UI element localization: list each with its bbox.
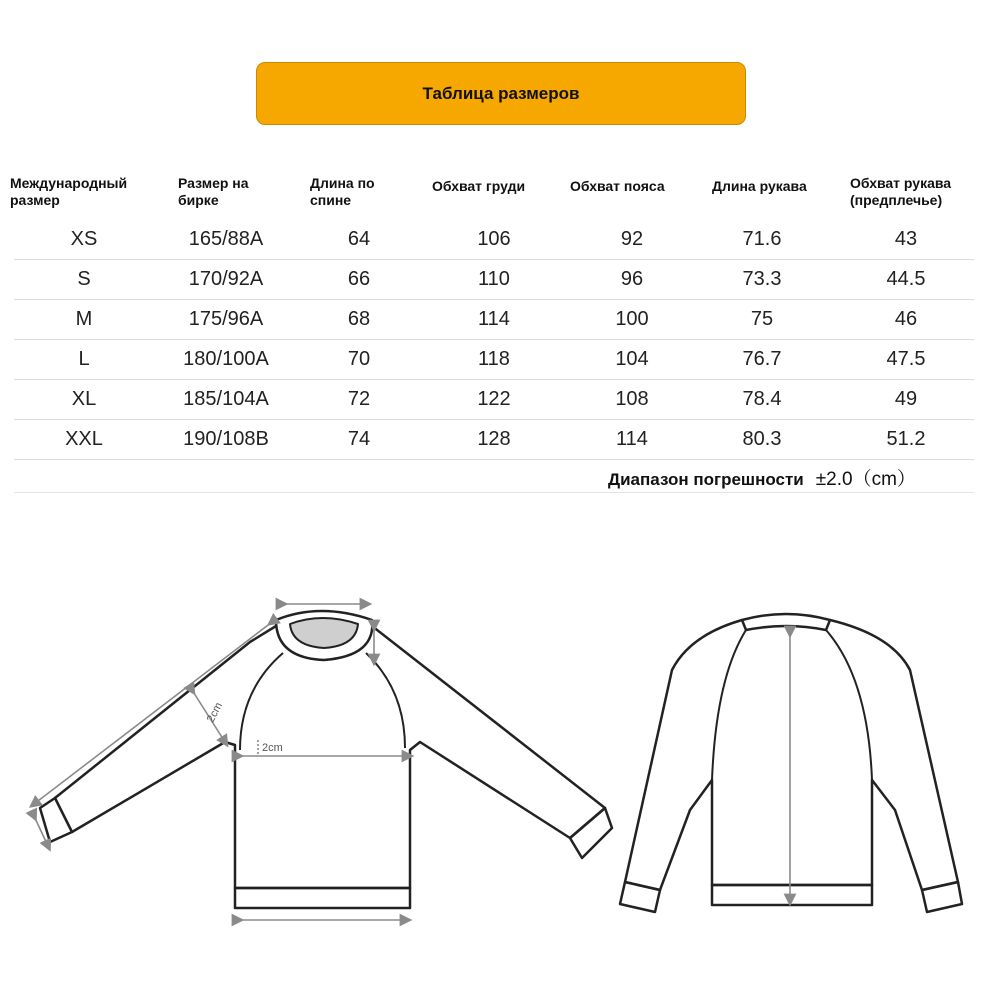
cell-back-length: 72	[347, 388, 371, 410]
cell-back-length: 64	[347, 228, 371, 250]
back-body-outline	[625, 620, 958, 890]
front-raglan-seam-right	[366, 653, 405, 748]
cell-chest: 128	[477, 428, 511, 450]
tolerance-note	[608, 464, 916, 491]
col-header-tag-size: Размер на бирке	[178, 175, 249, 208]
label-2cm-sleeve: 2cm	[204, 700, 226, 725]
table-bottom-divider	[14, 492, 974, 493]
cell-sleeve: 76.7	[742, 348, 782, 370]
tolerance-value: ±2.0（cm）	[815, 469, 916, 490]
back-hem-band	[712, 885, 872, 905]
back-raglan-seam-left	[712, 630, 746, 780]
front-measurement-lines	[34, 604, 408, 920]
col-header-sleeve-length: Длина рукава	[712, 178, 807, 194]
cell-chest: 118	[478, 348, 510, 370]
front-cuff-left	[40, 798, 72, 842]
label-2cm-chest: 2cm	[262, 742, 283, 754]
cell-chest: 106	[477, 228, 511, 250]
cell-waist: 104	[615, 348, 649, 370]
measure-sleeve-length	[34, 622, 272, 804]
cell-forearm: 51.2	[886, 428, 926, 450]
cell-tag: 175/96A	[188, 308, 264, 330]
cell-tag: 165/88A	[188, 228, 264, 250]
tolerance-label: Диапазон погрешности	[608, 470, 804, 489]
front-hem-band	[235, 888, 410, 908]
table-row	[14, 220, 974, 260]
cell-waist: 108	[615, 388, 649, 410]
cell-sleeve: 75	[750, 308, 774, 330]
cell-back-length: 68	[347, 308, 371, 330]
cell-sleeve: 73.3	[742, 268, 782, 290]
cell-back-length: 66	[347, 268, 371, 290]
cell-size: XL	[71, 388, 97, 410]
cell-size: XS	[70, 228, 98, 250]
cell-forearm: 46	[894, 308, 918, 330]
col-header-waist: Обхват пояса	[570, 178, 665, 194]
back-cuff-left	[620, 882, 660, 912]
cell-size: XXL	[65, 428, 103, 450]
cell-waist: 114	[616, 428, 648, 450]
front-neck-opening	[290, 618, 358, 648]
table-row	[14, 380, 974, 420]
back-collar	[742, 614, 830, 630]
cell-waist: 92	[620, 228, 644, 250]
back-cuff-right	[922, 882, 962, 912]
cell-back-length: 70	[347, 348, 371, 370]
table-row	[14, 420, 974, 460]
back-view-sweatshirt	[620, 614, 962, 912]
cell-size: L	[78, 348, 90, 370]
size-table	[14, 220, 974, 460]
col-header-chest: Обхват груди	[432, 178, 526, 194]
cell-tag: 185/104A	[183, 388, 269, 410]
cell-sleeve: 78.4	[742, 388, 782, 410]
front-body-outline	[55, 626, 605, 888]
cell-forearm: 49	[894, 388, 918, 410]
table-row	[14, 260, 974, 300]
col-header-back-length: Длина по спине	[310, 175, 375, 208]
cell-forearm: 47.5	[886, 348, 926, 370]
cell-chest: 110	[478, 268, 510, 290]
cell-forearm: 43	[894, 228, 918, 250]
cell-back-length: 74	[347, 428, 371, 450]
table-row	[14, 300, 974, 340]
cell-tag: 170/92A	[188, 268, 264, 290]
cell-forearm: 44.5	[886, 268, 926, 290]
front-view-sweatshirt	[40, 611, 612, 908]
col-header-forearm: Обхват рукава (предплечье)	[850, 175, 952, 208]
cell-sleeve: 80.3	[742, 428, 782, 450]
garment-diagram	[0, 560, 1000, 1000]
cell-size: S	[77, 268, 91, 290]
back-raglan-seam-right	[826, 630, 872, 780]
cell-chest: 114	[478, 308, 510, 330]
table-row	[14, 340, 974, 380]
cell-waist: 100	[615, 308, 649, 330]
cell-size: M	[75, 308, 93, 330]
front-cuff-right	[570, 808, 612, 858]
cell-waist: 96	[620, 268, 644, 290]
size-chart-title: Таблица размеров	[256, 62, 746, 125]
front-raglan-seam-left	[240, 653, 283, 750]
col-header-international-size: Международный размер	[10, 175, 128, 208]
cell-sleeve: 71.6	[742, 228, 782, 250]
cell-tag: 190/108B	[183, 428, 269, 450]
cell-chest: 122	[477, 388, 511, 410]
cell-tag: 180/100A	[183, 348, 269, 370]
